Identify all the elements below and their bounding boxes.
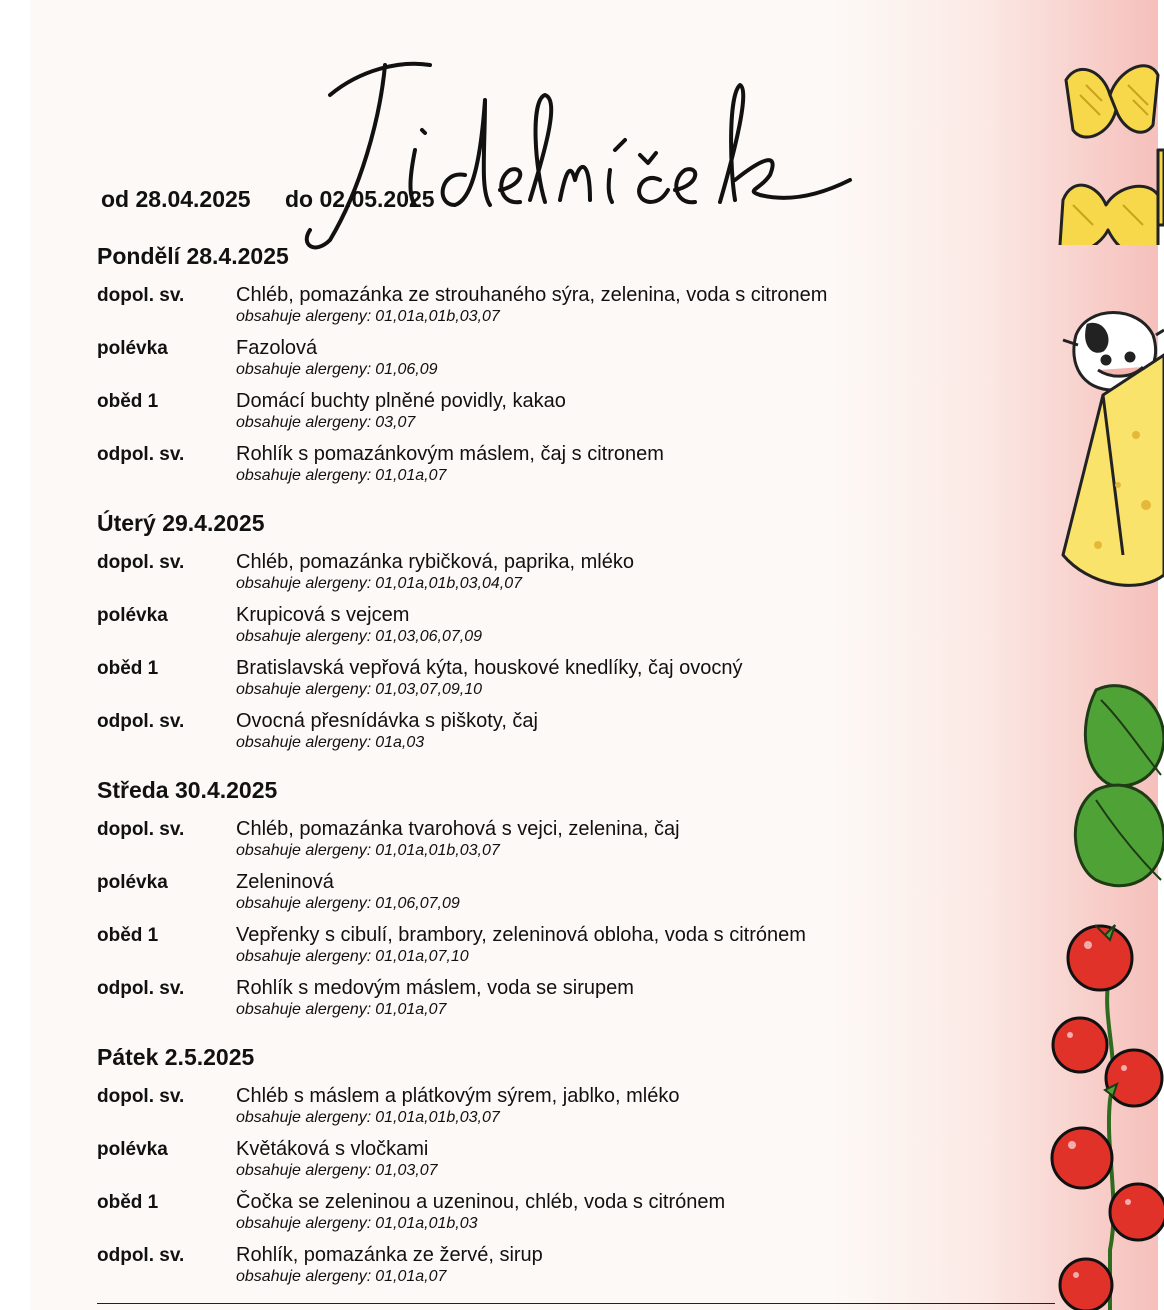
allergen-prefix: obsahuje alergeny: (236, 628, 372, 645)
allergen-prefix: obsahuje alergeny: (236, 1162, 372, 1179)
allergen-prefix: obsahuje alergeny: (236, 308, 372, 325)
meal-allergens (236, 628, 482, 646)
day-section (97, 1044, 897, 1298)
date-to: do 02.05.2025 (285, 186, 435, 212)
allergen-prefix: obsahuje alergeny: (236, 948, 372, 965)
meal-allergens (236, 1215, 478, 1233)
allergen-prefix: obsahuje alergeny: (236, 1109, 372, 1126)
allergen-prefix: obsahuje alergeny: (236, 361, 372, 378)
meal-name: Čočka se zeleninou a uzeninou, chléb, voda s citrónem (236, 1191, 726, 1213)
meal-label: odpol. sv. (97, 978, 185, 999)
allergen-codes: 01,03,07,09,10 (375, 681, 482, 698)
meal-allergens (236, 414, 415, 432)
meal-label: oběd 1 (97, 658, 159, 679)
meal-row (97, 1086, 897, 1139)
allergen-codes: 01,06,09 (375, 361, 438, 378)
allergen-codes: 01,01a,07,10 (375, 948, 469, 965)
meal-row (97, 819, 897, 872)
handwritten-title-logo (290, 40, 870, 260)
meal-label: odpol. sv. (97, 711, 185, 732)
day-section (97, 510, 897, 764)
meal-allergens (236, 842, 500, 860)
meal-name: Bratislavská vepřová kýta, houskové knedlíky, čaj ovocný (236, 657, 743, 679)
meal-name: Domácí buchty plněné povidly, kakao (236, 390, 566, 412)
meal-name: Chléb, pomazánka rybičková, paprika, mléko (236, 551, 634, 573)
meal-name: Ovocná přesnídávka s piškoty, čaj (236, 710, 538, 732)
meal-name: Chléb s máslem a plátkovým sýrem, jablko, mléko (236, 1085, 680, 1107)
meal-name: Rohlík s medovým máslem, voda se sirupem (236, 977, 634, 999)
allergen-codes: 03,07 (375, 414, 416, 431)
meal-row (97, 711, 897, 764)
cherry-tomatoes-icon (1050, 920, 1164, 1310)
meal-label: polévka (97, 605, 168, 626)
meal-label: polévka (97, 1139, 168, 1160)
allergen-codes: 01,01a,01b,03,07 (375, 308, 500, 325)
meal-allergens (236, 1268, 446, 1286)
day-title: Pátek 2.5.2025 (97, 1044, 255, 1070)
meal-label: dopol. sv. (97, 552, 185, 573)
allergen-prefix: obsahuje alergeny: (236, 414, 372, 431)
meal-name: Fazolová (236, 337, 318, 359)
farfalle-pasta-icon (1058, 55, 1164, 245)
meal-label: oběd 1 (97, 391, 159, 412)
meal-name: Zeleninová (236, 871, 334, 893)
meal-row (97, 978, 897, 1031)
meal-label: polévka (97, 338, 168, 359)
cow-cheese-icon (1058, 295, 1164, 595)
allergen-prefix: obsahuje alergeny: (236, 1268, 372, 1285)
allergen-codes: 01,01a,01b,03,07 (375, 842, 500, 859)
allergen-codes: 01,01a,01b,03 (375, 1215, 478, 1232)
meal-row (97, 1139, 897, 1192)
meal-allergens (236, 1109, 500, 1127)
allergen-prefix: obsahuje alergeny: (236, 575, 372, 592)
day-section (97, 777, 897, 1031)
allergen-prefix: obsahuje alergeny: (236, 1215, 372, 1232)
meal-row (97, 1192, 897, 1245)
bottom-divider (97, 1303, 1055, 1304)
allergen-codes: 01,01a,01b,03,07 (375, 1109, 500, 1126)
meal-label: dopol. sv. (97, 819, 185, 840)
meal-row (97, 391, 897, 444)
meal-label: dopol. sv. (97, 285, 185, 306)
meal-label: odpol. sv. (97, 1245, 185, 1266)
meal-row (97, 1245, 897, 1298)
meal-label: oběd 1 (97, 1192, 159, 1213)
meal-row (97, 285, 897, 338)
allergen-prefix: obsahuje alergeny: (236, 842, 372, 859)
day-title: Středa 30.4.2025 (97, 777, 278, 803)
allergen-codes: 01,01a,07 (375, 467, 447, 484)
date-range (101, 186, 435, 213)
meal-allergens (236, 1162, 438, 1180)
meal-label: odpol. sv. (97, 444, 185, 465)
meal-allergens (236, 734, 424, 752)
meal-row (97, 925, 897, 978)
meal-name: Vepřenky s cibulí, brambory, zeleninová obloha, voda s citrónem (236, 924, 806, 946)
allergen-codes: 01a,03 (375, 734, 425, 751)
meal-allergens (236, 1001, 446, 1019)
allergen-prefix: obsahuje alergeny: (236, 467, 372, 484)
meal-row (97, 658, 897, 711)
meal-name: Chléb, pomazánka tvarohová s vejci, zelenina, čaj (236, 818, 680, 840)
allergen-prefix: obsahuje alergeny: (236, 1001, 372, 1018)
meal-name: Chléb, pomazánka ze strouhaného sýra, zelenina, voda s citronem (236, 284, 828, 306)
allergen-codes: 01,01a,07 (375, 1001, 447, 1018)
meal-row (97, 605, 897, 658)
left-margin (0, 0, 30, 1310)
allergen-codes: 01,03,06,07,09 (375, 628, 482, 645)
meal-name: Krupicová s vejcem (236, 604, 410, 626)
allergen-codes: 01,01a,01b,03,04,07 (375, 575, 523, 592)
meal-label: dopol. sv. (97, 1086, 185, 1107)
date-from: od 28.04.2025 (101, 186, 251, 212)
allergen-prefix: obsahuje alergeny: (236, 734, 372, 751)
meal-allergens (236, 308, 500, 326)
meal-allergens (236, 361, 438, 379)
meal-label: oběd 1 (97, 925, 159, 946)
allergen-prefix: obsahuje alergeny: (236, 681, 372, 698)
allergen-codes: 01,06,07,09 (375, 895, 460, 912)
meal-allergens (236, 948, 469, 966)
meal-row (97, 872, 897, 925)
meal-name: Rohlík s pomazánkovým máslem, čaj s citronem (236, 443, 664, 465)
allergen-prefix: obsahuje alergeny: (236, 895, 372, 912)
meal-allergens (236, 467, 446, 485)
meal-row (97, 444, 897, 497)
meal-name: Rohlík, pomazánka ze žervé, sirup (236, 1244, 543, 1266)
basil-leaves-icon (1066, 680, 1164, 895)
meal-label: polévka (97, 872, 168, 893)
meal-name: Květáková s vločkami (236, 1138, 429, 1160)
allergen-codes: 01,03,07 (375, 1162, 438, 1179)
meal-allergens (236, 575, 522, 593)
meal-allergens (236, 895, 460, 913)
day-title: Úterý 29.4.2025 (97, 510, 265, 536)
meal-row (97, 338, 897, 391)
allergen-codes: 01,01a,07 (375, 1268, 447, 1285)
meal-row (97, 552, 897, 605)
day-section (97, 243, 897, 497)
meal-allergens (236, 681, 482, 699)
day-title: Pondělí 28.4.2025 (97, 243, 289, 269)
